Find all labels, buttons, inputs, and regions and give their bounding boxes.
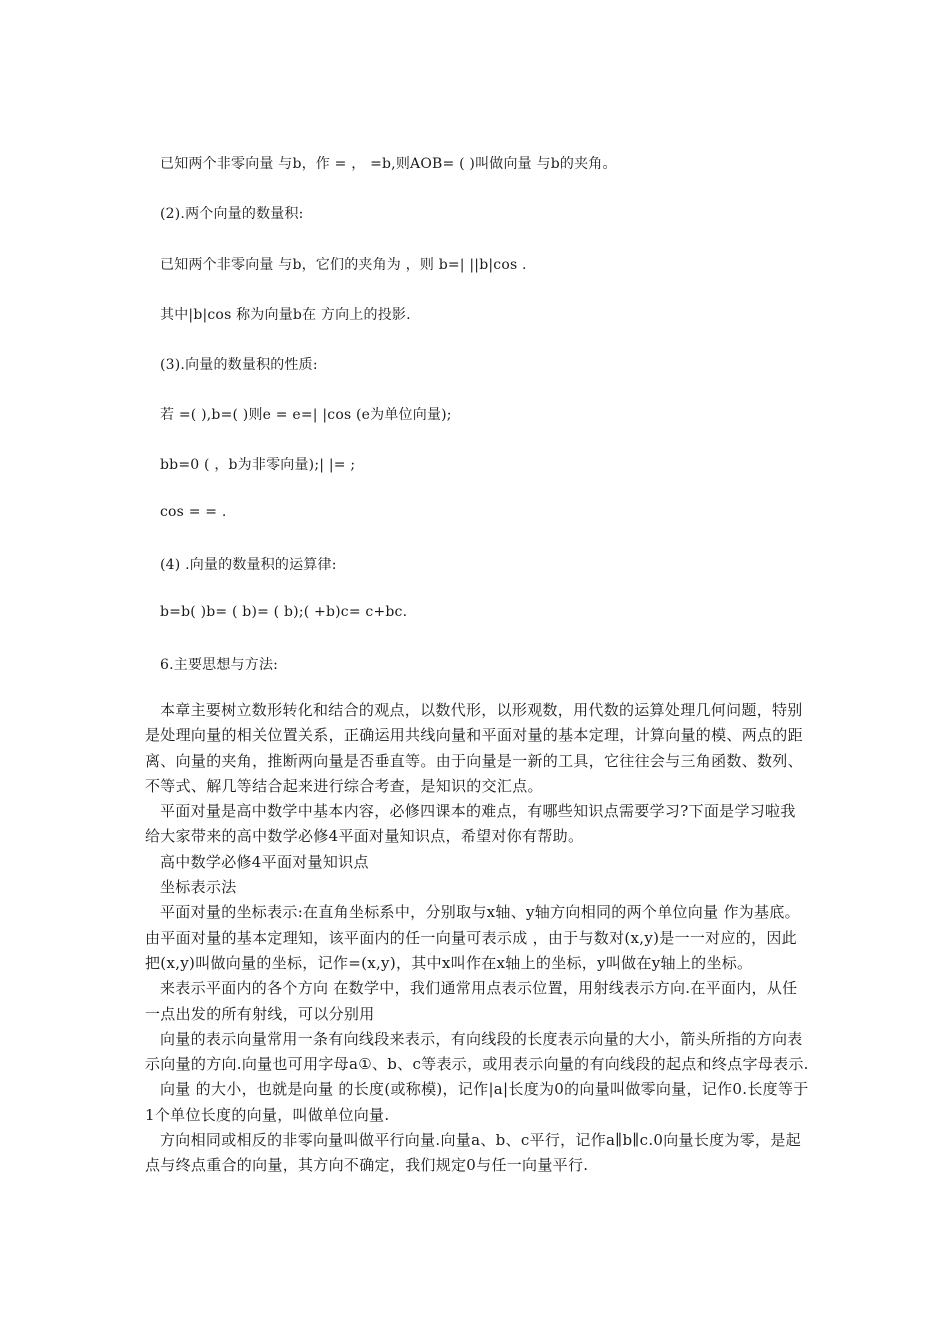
paragraph-magnitude: 向量 的大小，也就是向量 的长度(或称模)，记作|a|长度为0的向量叫做零向量，记作0.长度等于1个单位长度的向量，叫做单位向量.	[145, 1080, 809, 1124]
section-heading-dot-product: (2).两个向量的数量积:	[160, 206, 304, 222]
paragraph-subheading: 坐标表示法	[160, 878, 237, 897]
property-line-1: 若 =( ),b=( )则e = e=| |cos (e为单位向量);	[160, 407, 452, 423]
section-heading-laws: (4) .向量的数量积的运算律:	[160, 557, 337, 573]
paragraph-summary: 本章主要树立数形转化和结合的观点，以数代形，以形观数，用代数的运算处理几何问题，特别是处理向量的相关位置关系，正确运用共线向量和平面对量的基本定理，计算向量的模、两点的距离、向量的夹角，推断两向量是否垂直等。由于向量是一新的工具，它往往会与三角函数、数列、不等式、解几等结合起来进行综合考查，是知识的交汇点。	[145, 701, 803, 795]
paragraph-parallel: 方向相同或相反的非零向量叫做平行向量.向量a、b、c平行，记作a∥b∥c.0向量长度为零，是起点与终点重合的向量，其方向不确定，我们规定0与任一向量平行.	[145, 1131, 801, 1175]
paragraph-coordinates: 平面对量的坐标表示:在直角坐标系中，分别取与x轴、y轴方向相同的两个单位向量 作为基底。由平面对量的基本定理知，该平面内的任一向量可表示成 ，由于与数对(x,y)是一一对应的，因此把(x,y)叫做向量的坐标，记作=(x,y)，其中x叫作在x轴上的坐标，y叫做在y轴上的坐标。	[145, 903, 800, 972]
body-text-block	[145, 698, 810, 1179]
paragraph-directions: 来表示平面内的各个方向 在数学中，我们通常用点表示位置，用射线表示方向.在平面内，从任一点出发的所有射线，可以分别用	[145, 979, 798, 1023]
paragraph-representation: 向量的表示向量常用一条有向线段来表示，有向线段的长度表示向量的大小，箭头所指的方向表示向量的方向.向量也可用字母a①、b、c等表示，或用表示向量的有向线段的起点和终点字母表示.	[145, 1029, 809, 1074]
property-line-3: cos = = .	[160, 504, 227, 520]
dot-product-definition-line: 已知两个非零向量 与b，它们的夹角为 ，则 b=| ||b|cos .	[160, 257, 527, 273]
paragraph-intro: 平面对量是高中数学中基本内容，必修四课本的难点，有哪些知识点需要学习?下面是学习啦我给大家带来的高中数学必修4平面对量知识点，希望对你有帮助。	[145, 802, 796, 846]
section-heading-properties: (3).向量的数量积的性质:	[160, 357, 318, 373]
projection-definition-line: 其中|b|cos 称为向量b在 方向上的投影.	[160, 307, 411, 323]
operation-laws-line: b=b( )b= ( b)= ( b);( +b)c= c+bc.	[160, 604, 408, 620]
paragraph-title: 高中数学必修4平面对量知识点	[160, 852, 369, 871]
angle-definition-line: 已知两个非零向量 与b，作 = ， =b,则AOB= ( )叫做向量 与b的夹角。	[160, 156, 617, 172]
property-line-2: bb=0 ( ，b为非零向量);| |= ;	[160, 457, 356, 473]
section-heading-methods: 6.主要思想与方法:	[160, 657, 279, 673]
